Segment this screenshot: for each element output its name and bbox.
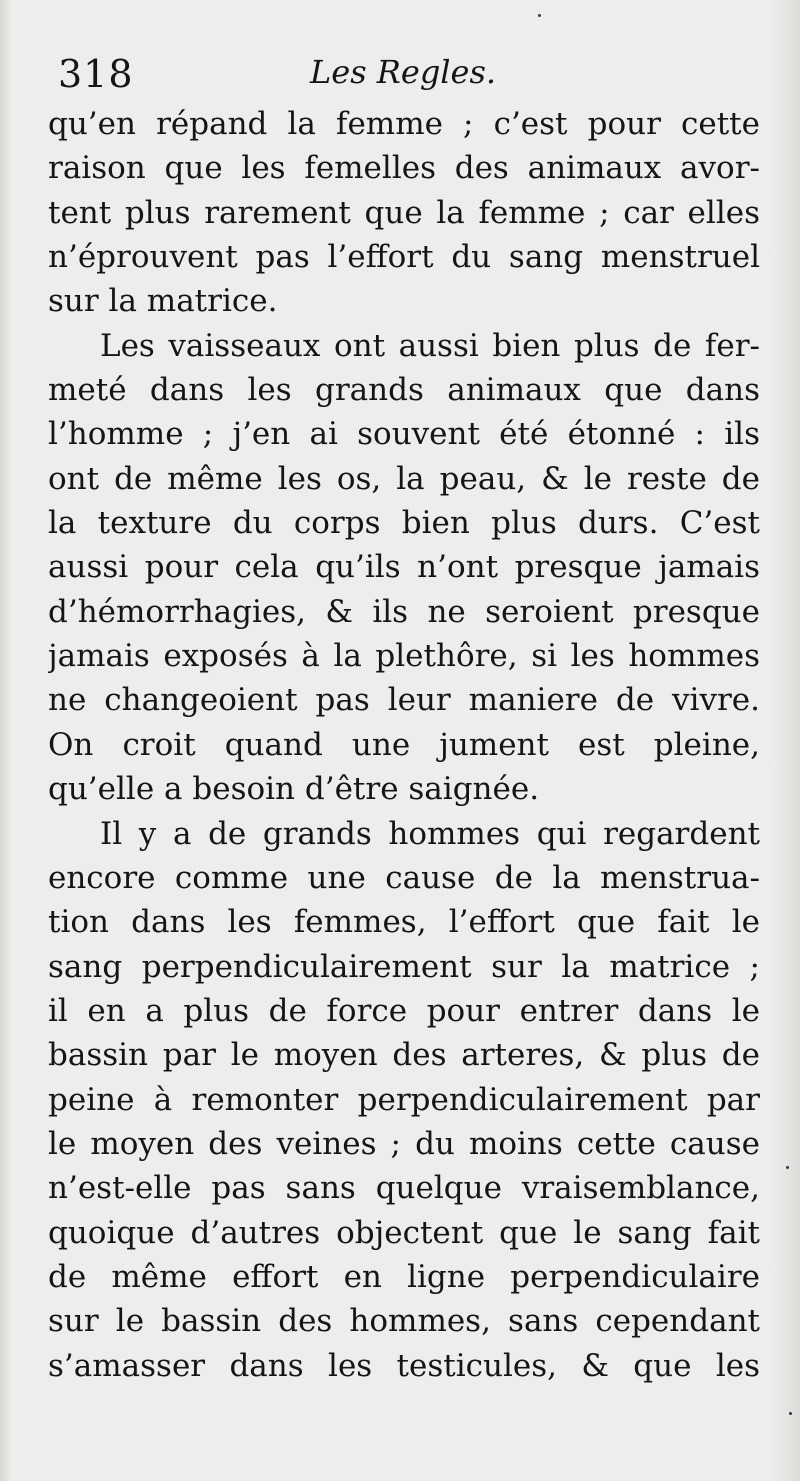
text-line: l’homme ; j’en ai souvent été étonné : ils [48,416,760,453]
ink-speck [789,1412,792,1415]
text-line: tion dans les femmes, l’effort que fait le [48,904,760,941]
text-line: raison que les femelles des animaux avor- [48,150,760,187]
text-line: bassin par le moyen des arteres, & plus de [48,1037,760,1074]
running-title: Les Regles. [310,53,497,91]
text-line: tent plus rarement que la femme ; car elles [48,194,760,231]
text-line: peine à remonter perpendiculairement par [48,1081,760,1118]
text-line: qu’elle a besoin d’être saignée. [48,771,540,808]
text-line: ne changeoient pas leur maniere de vivre. [48,682,760,719]
text-line: On croit quand une jument est pleine, [48,726,760,763]
text-line: il en a plus de force pour entrer dans le [48,992,760,1029]
ink-speck [786,1166,789,1169]
text-line: ont de même les os, la peau, & le reste de [48,460,760,497]
text-line: aussi pour cela qu’ils n’ont presque jamais [48,549,760,586]
page-number: 318 [58,52,134,96]
text-line: de même effort en ligne perpendiculaire [48,1258,760,1295]
text-line: quoique d’autres objectent que le sang fait [48,1214,760,1251]
text-line: jamais exposés à la plethôre, si les hommes [48,638,760,675]
text-line: n’est-elle pas sans quelque vraisemblance, [48,1170,760,1207]
paragraph-start-line: Les vaisseaux ont aussi bien plus de fer- [100,327,760,364]
text-line: la texture du corps bien plus durs. C’est [48,505,760,542]
text-line: sang perpendiculairement sur la matrice ; [48,948,760,985]
text-line: qu’en répand la femme ; c’est pour cette [48,106,760,142]
text-line: sur le bassin des hommes, sans cependant [48,1303,760,1340]
text-line: meté dans les grands animaux que dans [48,372,760,409]
text-line: s’amasser dans les testicules, & que les [48,1347,760,1384]
body-text [48,102,760,1388]
text-line: le moyen des veines ; du moins cette cause [48,1125,760,1162]
page-shadow-right [772,0,800,1481]
page-shadow-left [0,0,12,1481]
paragraph-start-line: Il y a de grands hommes qui regardent [100,815,760,852]
text-line: n’éprouvent pas l’effort du sang menstruel [48,239,760,276]
text-line: sur la matrice. [48,283,278,320]
ink-speck [538,14,541,17]
text-line: encore comme une cause de la menstrua- [48,859,760,896]
running-head [50,42,760,102]
text-line: d’hémorrhagies, & ils ne seroient presque [48,593,760,630]
